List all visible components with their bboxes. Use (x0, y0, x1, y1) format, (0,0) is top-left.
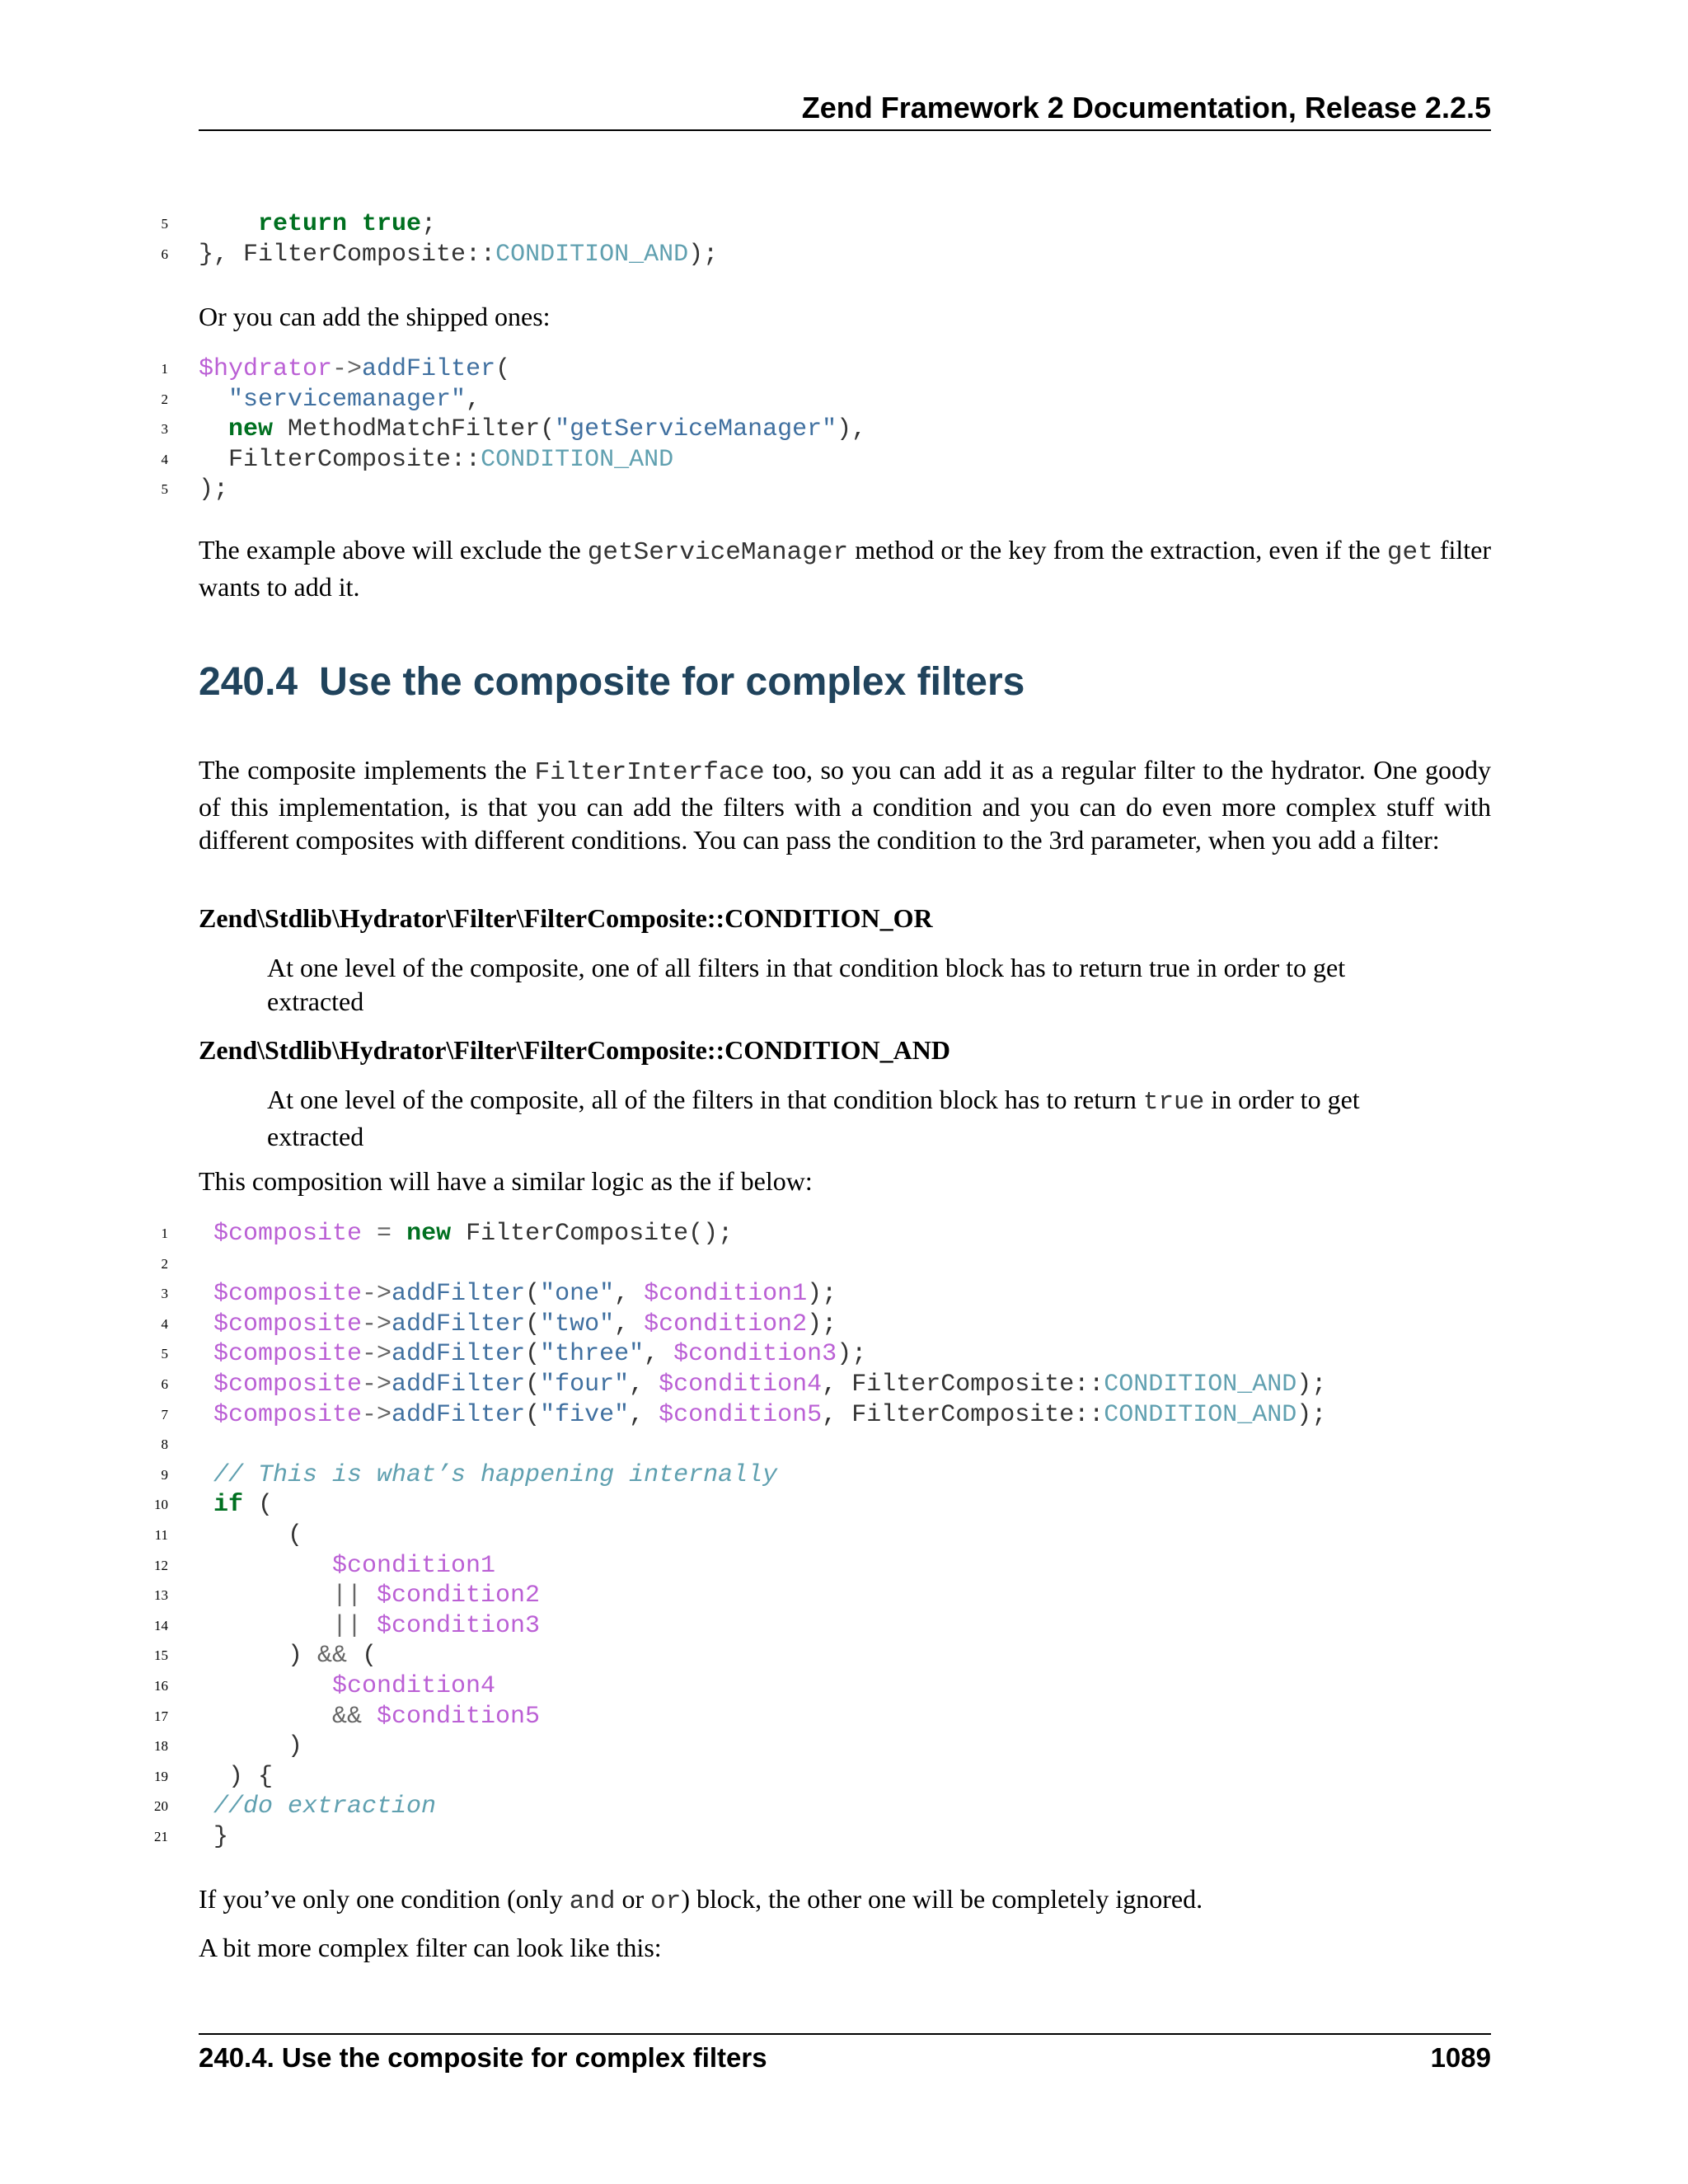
line-number: 6 (161, 246, 168, 262)
code-line: 3 new MethodMatchFilter("getServiceManager"), (0, 415, 1517, 445)
code-line: 6 $composite->addFilter("four", $condition4, FilterComposite::CONDITION_AND); (0, 1370, 1517, 1400)
paragraph-one-condition: If you’ve only one condition (only and or or) block, the other one will be completely ignored. (199, 1884, 1203, 1916)
code-line: 5 $composite->addFilter("three", $condition3); (0, 1339, 1517, 1370)
paragraph-composition-logic: This composition will have a similar logic as the if below: (199, 1166, 813, 1196)
line-number: 5 (161, 216, 168, 232)
line-number: 5 (161, 1346, 168, 1362)
line-number: 3 (161, 1286, 168, 1302)
running-header: Zend Framework 2 Documentation, Release 2.2.5 (801, 91, 1491, 124)
footer-section-title: 240.4. Use the composite for complex filters (199, 2042, 767, 2073)
code-line: 7 $composite->addFilter("five", $condition5, FilterComposite::CONDITION_AND); (0, 1400, 1517, 1431)
definition-term-condition-or: Zend\Stdlib\Hydrator\Filter\FilterComposite::CONDITION_OR (199, 903, 933, 933)
line-number: 10 (154, 1497, 168, 1513)
line-number: 1 (161, 361, 168, 377)
code-line: 10 if ( (0, 1490, 1517, 1521)
header-rule (199, 129, 1491, 131)
line-number: 15 (154, 1647, 168, 1664)
code-line: 5 ); (0, 475, 1517, 505)
line-number: 2 (161, 1255, 168, 1272)
footer-rule (199, 2033, 1491, 2035)
line-number: 14 (154, 1617, 168, 1633)
paragraph-shipped: Or you can add the shipped ones: (199, 302, 551, 331)
code-line: 3 $composite->addFilter("one", $condition1); (0, 1279, 1517, 1310)
section-number: 240.4 (199, 660, 298, 704)
code-comment: // This is what’s happening internally (213, 1460, 778, 1489)
line-number: 20 (154, 1798, 168, 1815)
paragraph-complex-filter: A bit more complex filter can look like this: (199, 1933, 662, 1962)
code-line (0, 1249, 1517, 1280)
code-line (0, 1792, 1517, 1822)
code-line: 16 $condition4 (0, 1671, 1517, 1702)
code-line: 5 return true; (0, 209, 1517, 240)
page-footer (199, 2042, 1491, 2074)
line-number: 4 (161, 1315, 168, 1332)
line-number: 11 (154, 1526, 168, 1543)
code-keyword: true (362, 210, 422, 238)
code-keyword: return (258, 210, 348, 238)
code-line: 12 $condition1 (0, 1551, 1517, 1582)
line-number: 16 (154, 1677, 168, 1694)
code-line: 17 && $condition5 (0, 1702, 1517, 1732)
definition-desc-condition-and: At one level of the composite, all of the filters in that condition block has to return true in order to get extracted (267, 1085, 1360, 1151)
line-number: 9 (161, 1466, 168, 1483)
code-block-add-shipped-filter (0, 354, 1517, 505)
code-block-return (0, 209, 1517, 269)
line-number: 1 (161, 1226, 168, 1241)
code-line: 4 $composite->addFilter("two", $condition2); (0, 1310, 1517, 1340)
page-number: 1089 (1430, 2042, 1491, 2073)
code-constant: CONDITION_AND (495, 240, 689, 269)
code-line: 13 || $condition2 (0, 1581, 1517, 1611)
line-number: 3 (161, 421, 168, 438)
line-number: 7 (161, 1406, 168, 1422)
line-number: 13 (154, 1587, 168, 1604)
code-line (0, 1460, 1517, 1491)
code-line (0, 1430, 1517, 1460)
code-line: 11 ( (0, 1521, 1517, 1551)
code-block-composite-example (0, 1219, 1517, 1852)
line-number: 17 (154, 1708, 168, 1724)
code-line: 14 || $condition3 (0, 1611, 1517, 1642)
paragraph-composite-intro: The composite implements the FilterInterface too, so you can add it as a regular filter to the hydrator. One goody of this implementation, is that you can add the filters with a condition and you can do even more complex stuff with different composites with different conditions. You can pass the condition to the 3rd parameter, when you add a filter: (199, 755, 1492, 855)
section-title: Use the composite for complex filters (319, 660, 1025, 704)
line-number: 2 (161, 391, 168, 407)
line-number: 8 (161, 1436, 168, 1453)
code-line: 19 ) { (0, 1762, 1517, 1793)
definition-desc-condition-or: At one level of the composite, one of all filters in that condition block has to return true in order to get extracted (267, 953, 1346, 1016)
definition-term-condition-and: Zend\Stdlib\Hydrator\Filter\FilterComposite::CONDITION_AND (199, 1035, 950, 1065)
code-line: 18 ) (0, 1732, 1517, 1762)
line-number: 21 (154, 1828, 168, 1844)
code-line: 6 }, FilterComposite::CONDITION_AND); (0, 240, 1517, 270)
line-number: 6 (161, 1376, 168, 1392)
line-number: 4 (161, 451, 168, 467)
line-number: 12 (154, 1557, 168, 1573)
section-heading (199, 659, 1025, 705)
line-number: 5 (161, 481, 168, 498)
code-line: 1 $hydrator->addFilter( (0, 354, 1517, 385)
line-number: 19 (154, 1768, 168, 1784)
code-line: 15 ) && ( (0, 1641, 1517, 1671)
paragraph-exclude-note: The example above will exclude the getServiceManager method or the key from the extraction, even if the get filter wants to add it. (199, 535, 1492, 602)
code-line: 21 } (0, 1822, 1517, 1853)
code-line: 4 FilterComposite::CONDITION_AND (0, 445, 1517, 476)
code-comment: //do extraction (213, 1793, 437, 1821)
code-line: 1 $composite = new FilterComposite(); (0, 1219, 1517, 1249)
code-line: 2 "servicemanager", (0, 385, 1517, 415)
line-number: 18 (154, 1738, 168, 1755)
